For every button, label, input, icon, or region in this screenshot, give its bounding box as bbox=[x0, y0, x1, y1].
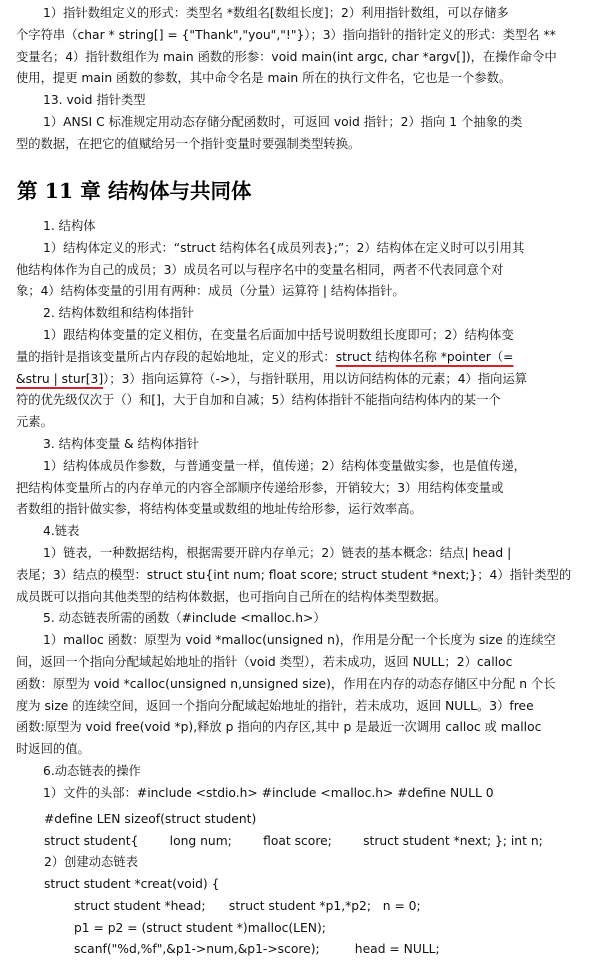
paragraph-line bbox=[16, 369, 600, 391]
paragraph-line: 把结构体变量所占的内存单元的内容全部顺序传递给形参，开销较大；3）用结构体变量或 bbox=[16, 480, 504, 495]
section-heading: 6.动态链表的操作 bbox=[43, 763, 141, 778]
paragraph-line: 1）malloc 函数：原型为 void *malloc(unsigned n)，作用是分配一个长度为 size 的连续空 bbox=[43, 633, 556, 648]
paragraph-line: 度为 size 的连续空间，返回一个指向分配域起始地址的指针，若未成功，返回 NULL。3）free bbox=[16, 698, 534, 713]
section-heading: 2. 结构体数组和结构体指针 bbox=[43, 306, 194, 321]
paragraph-line bbox=[16, 347, 600, 369]
line-text: 量的指针是指该变量所占内存段的起始地址，定义的形式： bbox=[16, 349, 336, 364]
code-line: #define LEN sizeof(struct student) bbox=[44, 812, 257, 826]
code-line: scanf("%d,%f",&p1->num,&p1->score); head = NULL; bbox=[74, 942, 440, 957]
chapter-body bbox=[16, 216, 600, 805]
line-text: ）；3）指向运算符（->），与指针联用，用以访问结构体的元素；4）指向运算 bbox=[103, 371, 528, 386]
intro-section bbox=[16, 3, 600, 156]
paragraph-line: 表尾；3）结点的模型：struct stu{int num; float score; struct student *next;}；4）指针类型的 bbox=[16, 567, 572, 582]
section-heading: 5. 动态链表所需的函数（#include <malloc.h>） bbox=[43, 611, 326, 626]
paragraph-line: 变量名；4）指针数组作为 main 函数的形参：void main(int argc, char *argv[])，在操作命令中 bbox=[16, 49, 557, 64]
section-heading: 13. void 指针类型 bbox=[43, 93, 146, 108]
paragraph-line: 间，返回一个指向分配域起始地址的指针（void 类型），若未成功，返回 NULL；2）calloc bbox=[16, 654, 513, 669]
paragraph-line: 个字符串（char * string[] = {"Thank","you","!"}）；3）指向指针的指针定义的形式：类型名 ** bbox=[16, 27, 556, 42]
code-line: struct student *creat(void) { bbox=[44, 877, 220, 892]
code-block bbox=[44, 809, 604, 961]
paragraph-line: 1）ANSI C 标准规定用动态存储分配函数时，可返回 void 指针；2）指向 1 个抽象的类 bbox=[43, 114, 523, 129]
paragraph-line: 象；4）结构体变量的引用有两种：成员（分量）运算符 | 结构体指针。 bbox=[16, 284, 405, 299]
paragraph-line: 函数:原型为 void free(void *p),释放 p 指向的内存区,其中 p 是最近一次调用 calloc 或 malloc bbox=[16, 720, 542, 735]
paragraph-line: 1）指针数组定义的形式：类型名 *数组名[数组长度]；2）利用指针数组，可以存储多 bbox=[43, 6, 509, 20]
paragraph-line: 1）链表，一种数据结构，根据需要开辟内存单元；2）链表的基本概念：结点| head | bbox=[43, 545, 512, 560]
code-line: p1 = p2 = (struct student *)malloc(LEN); bbox=[74, 920, 326, 935]
paragraph-line: 1）跟结构体变量的定义相仿，在变量名后面加中括号说明数组长度即可；2）结构体变 bbox=[43, 327, 514, 342]
section-heading: 3. 结构体变量 & 结构体指针 bbox=[43, 436, 200, 451]
underlined-struct-initializer: &stru | stur[3] bbox=[16, 371, 104, 386]
chapter-title: 第 11 章 结构体与共同体 bbox=[17, 179, 252, 203]
section-heading: 2）创建动态链表 bbox=[44, 855, 138, 870]
paragraph-line: 时返回的值。 bbox=[16, 742, 90, 757]
code-line: struct student *head; struct student *p1,*p2; n = 0; bbox=[74, 898, 421, 913]
paragraph-line: 1）文件的头部：#include <stdio.h> #include <malloc.h> #define NULL 0 bbox=[43, 785, 494, 800]
paragraph-line: 符的优先级仅次于（）和[]，大于自加和自减；5）结构体指针不能指向结构体内的某一个 bbox=[16, 393, 501, 408]
paragraph-line: 成员既可以指向其他类型的结构体数据，也可指向自己所在的结构体类型数据。 bbox=[16, 589, 447, 604]
paragraph-line: 型的数据，在把它的值赋给另一个指针变量时要强制类型转换。 bbox=[16, 136, 361, 151]
paragraph-line: 他结构体作为自己的成员；3）成员名可以与程序名中的变量名相同，两者不代表同意个对 bbox=[16, 262, 504, 277]
code-line: struct student{ long num; float score; struct student *next; }; int n; bbox=[44, 833, 543, 848]
paragraph-line: 者数组的指针做实参，将结构体变量或数组的地址传给形参，运行效率高。 bbox=[16, 502, 422, 517]
paragraph-line: 元素。 bbox=[16, 415, 53, 430]
paragraph-line: 函数：原型为 void *calloc(unsigned n,unsigned size)，作用在内存的动态存储区中分配 n 个长 bbox=[16, 676, 556, 691]
section-heading: 4.链表 bbox=[43, 524, 80, 539]
paragraph-line: 使用，提更 main 函数的参数，其中命令名是 main 所在的执行文件名，它也是一个参数。 bbox=[16, 71, 512, 86]
underlined-struct-definition: struct 结构体名称 *pointer（= bbox=[335, 349, 514, 364]
paragraph-line: 1）结构体成员作参数，与普通变量一样，值传递；2）结构体变量做实参，也是值传递， bbox=[43, 458, 526, 473]
paragraph-line: 1）结构体定义的形式：“struct 结构体名{成员列表};”；2）结构体在定义时可以引用其 bbox=[43, 240, 525, 255]
section-heading: 1. 结构体 bbox=[43, 219, 96, 233]
